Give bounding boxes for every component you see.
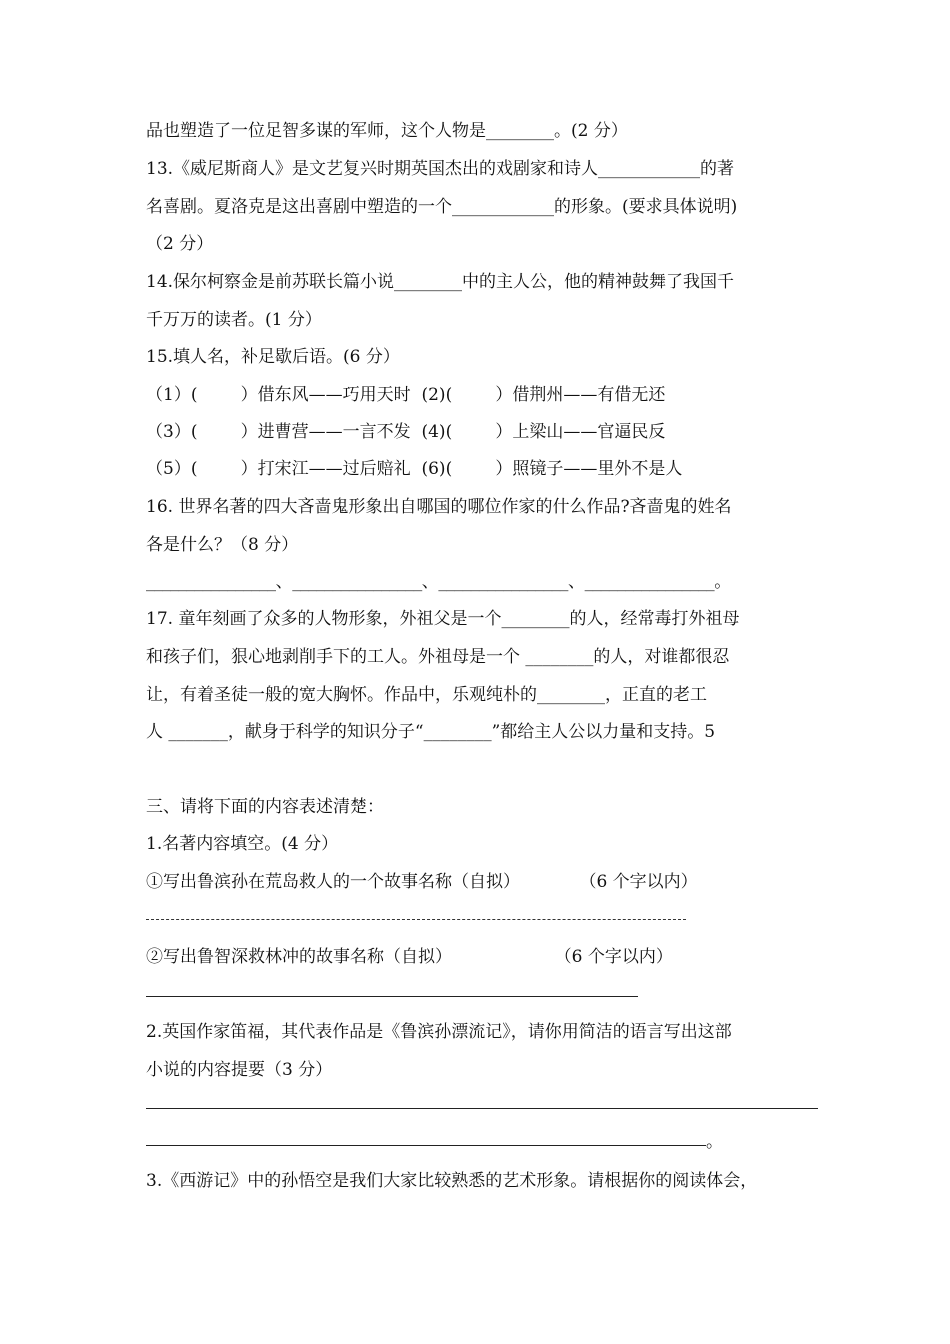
section-3-heading: 三、请将下面的内容表述清楚： [146,797,384,817]
question-13-line-2: 名喜剧。夏洛克是这出喜剧中塑造的一个____________的形象。(要求具体说明) [146,197,738,217]
section-3-q3-line-1: 3.《西游记》中的孙悟空是我们大家比较熟悉的艺术形象。请根据你的阅读体会， [146,1171,758,1191]
section-3-q1-item-2: ②写出鲁智深救林冲的故事名称（自拟） （6 个字以内） [146,947,673,967]
question-13-line-1: 13.《威尼斯商人》是文艺复兴时期英国杰出的戏剧家和诗人____________的著 [146,159,735,179]
question-17-line-4: 人 _______，献身于科学的知识分子“________”都给主人公以力量和支持。5 [146,722,716,742]
question-14-line-2: 千万万的读者。(1 分） [146,310,322,330]
section-3-q1-item-1: ①写出鲁滨孙在荒岛救人的一个故事名称（自拟） （6 个字以内） [146,872,698,892]
question-17-line-2: 和孩子们，狠心地剥削手下的工人。外祖母是一个 ________的人，对谁都很忍 [146,647,730,667]
question-17-line-3: 让，有着圣徒一般的宽大胸怀。作品中，乐观纯朴的________，正直的老工 [146,685,707,705]
answer-line [146,919,686,920]
question-14-line-1: 14.保尔柯察金是前苏联长篇小说________中的主人公，他的精神鼓舞了我国千 [146,272,735,292]
text-line: 品也塑造了一位足智多谋的军师，这个人物是________。(2 分） [146,121,628,141]
question-16-line-2: 各是什么？（8 分） [146,535,299,555]
section-3-q2-line-2: 小说的内容提要（3 分） [146,1060,333,1080]
question-13-line-3: （2 分） [146,234,214,254]
question-15-row-2: （3）( ）进曹营——一言不发 (4)( ）上梁山——官逼民反 [146,422,666,442]
question-15-title: 15.填人名，补足歇后语。(6 分） [146,347,400,367]
question-16-line-1: 16. 世界名著的四大吝啬鬼形象出自哪国的哪位作家的什么作品?吝啬鬼的姓名 [146,497,732,517]
question-17-line-1: 17. 童年刻画了众多的人物形象，外祖父是一个________的人，经常毒打外祖母 [146,609,740,629]
question-15-row-1: （1）( ）借东风——巧用天时 (2)( ）借荆州——有借无还 [146,385,666,405]
question-15-row-3: （5）( ）打宋江——过后赔礼 (6)( ）照镜子——里外不是人 [146,459,683,479]
answer-line [146,1145,706,1146]
question-16-blanks: ________________、________________、________________、________________。 [146,572,731,592]
section-3-q2-line-1: 2.英国作家笛福，其代表作品是《鲁滨孙漂流记》，请你用简洁的语言写出这部 [146,1022,732,1042]
section-3-q1-title: 1.名著内容填空。(4 分） [146,834,339,854]
answer-line [146,1108,818,1109]
answer-line [146,996,638,997]
answer-end-mark: 。 [706,1132,723,1152]
